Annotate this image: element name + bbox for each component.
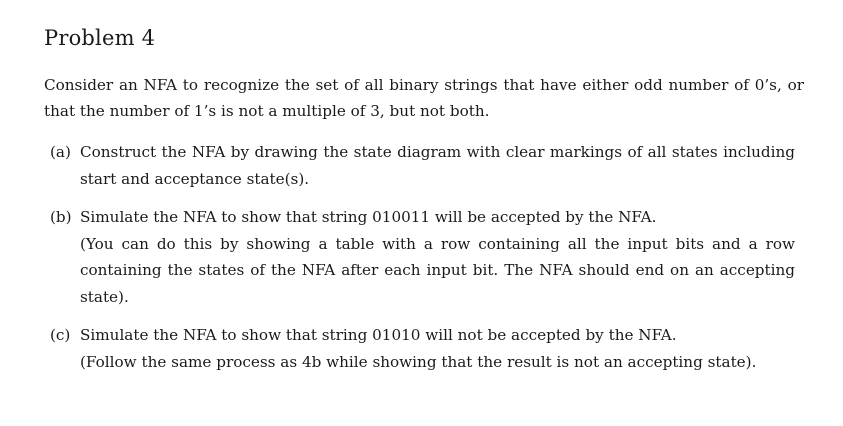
part-text [80, 322, 795, 375]
part-text [80, 204, 795, 310]
part-line: Simulate the NFA to show that string 01010 will not be accepted by the NFA. [80, 326, 677, 344]
intro-line: that the number of 1’s is not a multiple of 3, but not both. [44, 102, 490, 120]
part-line: start and acceptance state(s). [80, 169, 310, 188]
problem-title: Problem 4 [44, 26, 156, 50]
part-marker: (c) [50, 326, 71, 344]
problem-part-b [50, 204, 795, 310]
intro-line: Consider an NFA to recognize the set of all binary strings that have either odd number of 0’s, or [44, 76, 804, 94]
part-line: (Follow the same process as 4b while showing that the result is not an accepting state). [80, 352, 757, 371]
problem-part-a [50, 139, 795, 192]
problem-part-c [50, 322, 795, 375]
part-line: Construct the NFA by drawing the state diagram with clear markings of all states including [80, 143, 795, 161]
part-line: containing the states of the NFA after each input bit. The NFA should end on an accepting [80, 261, 795, 279]
part-line: state). [80, 287, 129, 306]
part-marker: (a) [50, 143, 71, 161]
part-line: (You can do this by showing a table with a row containing all the input bits and a row [80, 234, 795, 253]
part-line: Simulate the NFA to show that string 010011 will be accepted by the NFA. [80, 208, 657, 226]
part-marker: (b) [50, 208, 72, 226]
problem-intro [44, 72, 804, 124]
part-text [80, 139, 795, 192]
